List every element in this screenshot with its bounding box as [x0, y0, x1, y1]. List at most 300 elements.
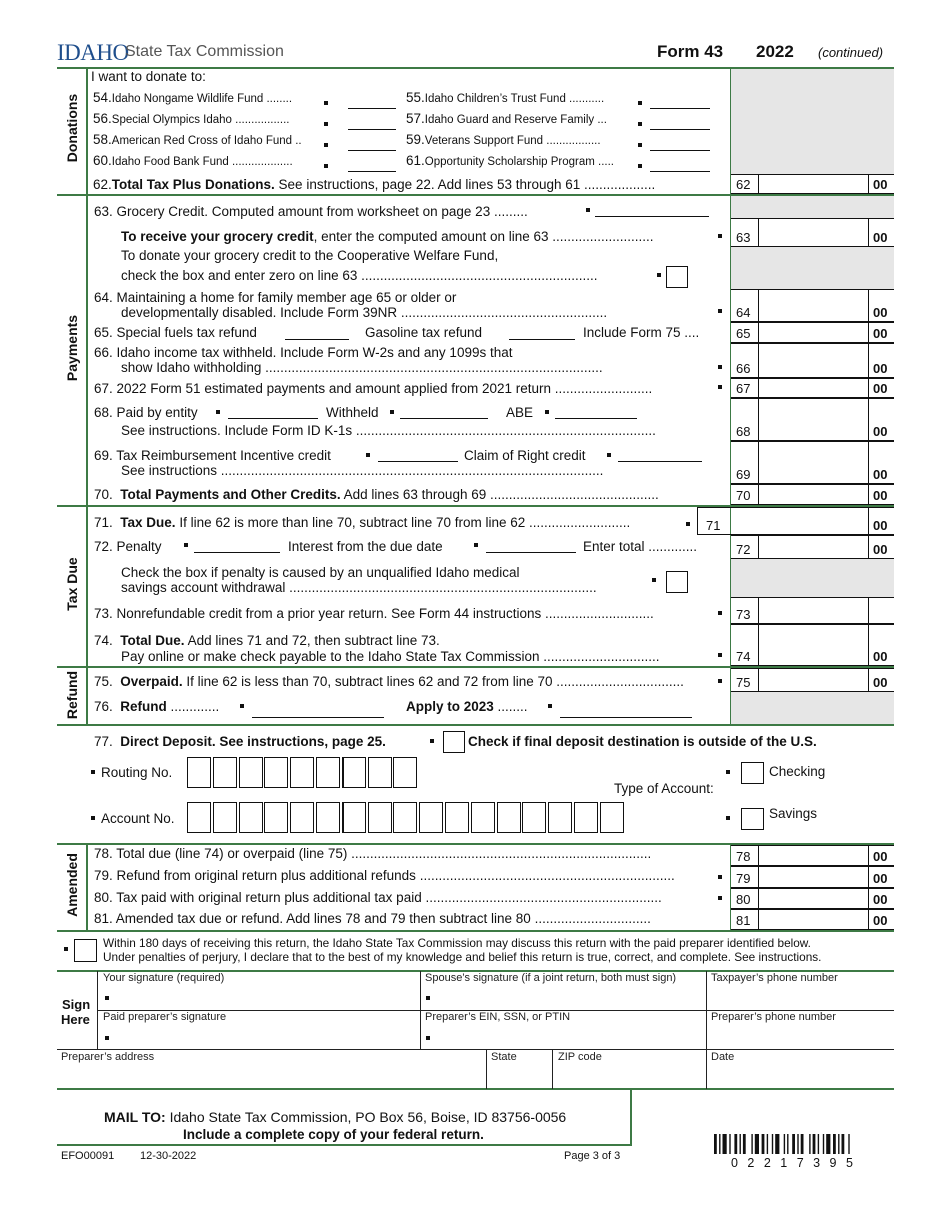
form-year: 2022 [756, 42, 794, 61]
line-number-66: 66 [736, 361, 751, 376]
line-69-label2: See instructions ...................................................................................................... [121, 463, 604, 478]
line-number-divider [758, 484, 759, 505]
barcode-bar [772, 1134, 773, 1154]
taxpayer-phone-label: Taxpayer’s phone number [711, 972, 838, 984]
line-72-check-text: Check the box if penalty is caused by an unqualified Idaho medical [121, 565, 520, 580]
entry-marker [718, 234, 722, 238]
digit-cell[interactable] [316, 757, 340, 788]
cents-divider [868, 441, 869, 484]
entry-marker [726, 770, 730, 774]
line-64-label2: developmentally disabled. Include Form 39NR ....................................................... [121, 305, 608, 320]
preparer-ein-label: Preparer’s EIN, SSN, or PTIN [425, 1011, 571, 1023]
line-number-80: 80 [736, 892, 751, 907]
line-72-label: 72. Penalty [94, 539, 162, 554]
digit-cell[interactable] [264, 802, 288, 833]
cents-66: 00 [873, 361, 888, 376]
barcode-bar [762, 1134, 765, 1154]
mail-box-border [630, 1090, 632, 1145]
claim-of-right-label: Claim of Right credit [464, 448, 586, 463]
donation-54: 54.Idaho Nongame Wildlife Fund ........ [93, 90, 293, 105]
barcode-bar [818, 1134, 819, 1154]
line-number-63: 63 [736, 230, 751, 245]
preparer-address-label: Preparer’s address [61, 1051, 155, 1063]
entry-marker [240, 704, 244, 708]
digit-cell[interactable] [316, 802, 340, 833]
amount-box-73[interactable] [731, 597, 894, 624]
sign-here-label2: Here [61, 1012, 90, 1027]
donation-54-field[interactable] [348, 108, 396, 109]
grid-line [552, 1050, 553, 1089]
line-number-74: 74 [736, 649, 751, 664]
digit-cell[interactable] [419, 802, 443, 833]
barcode-bar [719, 1134, 720, 1154]
line-number-68: 68 [736, 424, 751, 439]
entry-marker [657, 273, 661, 277]
barcode-bar [801, 1134, 804, 1154]
preparer-phone-label: Preparer’s phone number [711, 1011, 836, 1023]
cents-65: 00 [873, 326, 888, 341]
barcode-bar [813, 1134, 816, 1154]
line-64-label: 64. Maintaining a home for family member age 65 or older or [94, 290, 457, 305]
entry-marker [638, 164, 642, 168]
cents-divider [868, 398, 869, 441]
digit-cell[interactable] [548, 802, 572, 833]
cents-62: 00 [873, 177, 888, 192]
barcode [714, 1134, 892, 1156]
line-62-label: 62.Total Tax Plus Donations. See instructions, page 22. Add lines 53 through 61 ................... [93, 177, 656, 192]
entry-marker [324, 164, 328, 168]
barcode-bar [784, 1134, 785, 1154]
line-76-label: 76. Refund ............. [94, 699, 220, 714]
amount-box-74[interactable] [731, 624, 894, 666]
preparer-discuss-checkbox[interactable] [74, 939, 97, 962]
disclosure-text-1: Within 180 days of receiving this return, the Idaho State Tax Commission may discuss this return with the paid preparer identified below. [103, 936, 811, 950]
section-payments: Payments [64, 314, 80, 382]
barcode-bar [797, 1134, 798, 1154]
donation-61-field[interactable] [650, 171, 710, 172]
digit-cell[interactable] [368, 757, 392, 788]
shaded-area [731, 247, 894, 289]
idaho-logo: IDAHO [57, 40, 129, 65]
barcode-bar [751, 1134, 752, 1154]
cents-75: 00 [873, 675, 888, 690]
line-number-divider [758, 378, 759, 398]
entry-marker [474, 543, 478, 547]
grid-line [57, 1049, 894, 1050]
form-code: EFO00091 [61, 1150, 115, 1162]
preparer-signature-label: Paid preparer’s signature [103, 1011, 227, 1023]
digit-cell[interactable] [393, 802, 417, 833]
cents-64: 00 [873, 305, 888, 320]
barcode-bar [833, 1134, 836, 1154]
zip-label: ZIP code [558, 1051, 602, 1063]
digit-cell[interactable] [574, 802, 598, 833]
cents-divider [868, 866, 869, 888]
line-number-75: 75 [736, 675, 751, 690]
interest-field[interactable] [486, 552, 576, 553]
digit-cell[interactable] [342, 802, 366, 833]
line-71-label: 71. Tax Due. If line 62 is more than line 70, subtract line 70 from line 62 ........................... [94, 515, 631, 530]
line-number-71: 71 [706, 518, 721, 533]
barcode-bar [823, 1134, 824, 1154]
barcode-bar [723, 1134, 727, 1154]
cents-divider [868, 597, 869, 624]
entry-marker [105, 996, 109, 1000]
digit-cell[interactable] [471, 802, 495, 833]
entry-marker [638, 122, 642, 126]
entry-marker [390, 410, 394, 414]
digit-cell[interactable] [239, 802, 263, 833]
amount-box-72[interactable] [731, 535, 894, 559]
form-label: Form 43 [657, 42, 724, 61]
amount-box-78[interactable] [731, 845, 894, 866]
page-number: Page 3 of 3 [564, 1150, 621, 1162]
donation-57-field[interactable] [650, 129, 710, 130]
barcode-bar [787, 1134, 788, 1154]
amount-box-64[interactable] [731, 289, 894, 322]
cents-divider [868, 888, 869, 909]
barcode-bar [826, 1134, 830, 1154]
donation-58: 58.American Red Cross of Idaho Fund .. [93, 132, 302, 147]
line-number-divider [758, 845, 759, 866]
cents-divider [868, 845, 869, 866]
routing-label: Routing No. [101, 765, 173, 780]
cents-divider [868, 322, 869, 343]
entry-marker [718, 309, 722, 313]
line-number-divider [758, 866, 759, 888]
paid-by-entity-field[interactable] [228, 418, 318, 419]
refund-field[interactable] [252, 717, 384, 718]
line-number-62: 62 [736, 177, 751, 192]
amount-box-62[interactable] [731, 174, 894, 194]
mail-box-border [57, 1144, 632, 1146]
spouse-signature-label: Spouse’s signature (if a joint return, both must sign) [425, 972, 677, 984]
line-77-label: 77. Direct Deposit. See instructions, page 25. [94, 734, 386, 749]
barcode-bar [842, 1134, 845, 1154]
abe-label: ABE [506, 405, 534, 420]
entry-marker [324, 122, 328, 126]
donations-intro: I want to donate to: [91, 69, 206, 84]
cents-72: 00 [873, 542, 888, 557]
line-number-72: 72 [736, 542, 751, 557]
barcode-bar [729, 1134, 730, 1154]
section-bar [86, 843, 88, 931]
digit-cell[interactable] [600, 802, 624, 833]
digit-cell[interactable] [290, 757, 314, 788]
barcode-bar [740, 1134, 741, 1154]
section-tax-due: Tax Due [64, 557, 80, 611]
entry-marker [686, 522, 690, 526]
cents-divider [868, 909, 869, 930]
claim-of-right-field[interactable] [618, 461, 702, 462]
donation-56-field[interactable] [348, 129, 396, 130]
shaded-area [731, 196, 894, 218]
amount-box-69[interactable] [731, 441, 894, 484]
checking-label: Checking [769, 764, 826, 779]
line-number-70: 70 [736, 488, 751, 503]
cents-74: 00 [873, 649, 888, 664]
donation-59-field[interactable] [650, 150, 710, 151]
line-number-divider [758, 441, 759, 484]
line-80-label: 80. Tax paid with original return plus additional tax paid ............................................................... [94, 890, 662, 905]
amount-box-65[interactable] [731, 322, 894, 343]
form75-label: Include Form 75 .... [583, 325, 700, 340]
entry-marker [718, 385, 722, 389]
your-signature-label: Your signature (required) [103, 972, 225, 984]
line-63-label: 63. Grocery Credit. Computed amount from worksheet on page 23 ......... [94, 204, 528, 219]
entry-marker [718, 611, 722, 615]
shaded-area [731, 692, 894, 724]
donation-55-field[interactable] [650, 108, 710, 109]
cents-70: 00 [873, 488, 888, 503]
amount-box-63[interactable] [731, 218, 894, 247]
barcode-bar [792, 1134, 795, 1154]
cents-68: 00 [873, 424, 888, 439]
agency-name: State Tax Commission [125, 43, 284, 60]
entry-marker [548, 704, 552, 708]
donation-58-field[interactable] [348, 150, 396, 151]
gasoline-label: Gasoline tax refund [365, 325, 483, 340]
line-number-divider [758, 343, 759, 378]
amount-box-80[interactable] [731, 888, 894, 909]
entry-marker [718, 679, 722, 683]
line-65-label: 65. Special fuels tax refund [94, 325, 257, 340]
digit-cell[interactable] [342, 757, 366, 788]
continued-label: (continued) [818, 45, 884, 60]
entry-marker [64, 947, 68, 951]
cents-divider [868, 218, 869, 247]
cents-71: 00 [873, 518, 888, 533]
line-number-65: 65 [736, 326, 751, 341]
account-label: Account No. [101, 811, 175, 826]
cents-divider [868, 289, 869, 322]
state-label: State [491, 1051, 517, 1063]
msa-penalty-checkbox[interactable] [666, 571, 688, 593]
line-number-69: 69 [736, 467, 751, 482]
line-number-divider [758, 909, 759, 930]
enter-total-label: Enter total ............. [583, 539, 698, 554]
barcode-bar [743, 1134, 746, 1154]
amount-box-75[interactable] [731, 668, 894, 692]
digit-cell[interactable] [264, 757, 288, 788]
grocery-worksheet-field[interactable] [595, 216, 709, 217]
entry-marker [426, 1036, 430, 1040]
barcode-bar [775, 1134, 779, 1154]
donation-60-field[interactable] [348, 171, 396, 172]
apply-2023-field[interactable] [560, 717, 692, 718]
barcode-bar [809, 1134, 810, 1154]
line-63-donate-text: To donate your grocery credit to the Cooperative Welfare Fund, [121, 248, 499, 263]
disclosure-text-2: Under penalties of perjury, I declare that to the best of my knowledge and belief this return is true, correct, and complete. See instructions. [103, 950, 822, 964]
digit-cell[interactable] [290, 802, 314, 833]
shaded-area [731, 559, 894, 597]
digit-cell[interactable] [187, 802, 211, 833]
section-amended: Amended [64, 853, 80, 917]
outside-us-label: Check if final deposit destination is outside of the U.S. [468, 734, 817, 749]
cents-divider [868, 174, 869, 194]
amount-box-68[interactable] [731, 398, 894, 441]
line-81-label: 81. Amended tax due or refund. Add lines 78 and 79 then subtract line 80 ............................... [94, 911, 651, 926]
donation-59: 59.Veterans Support Fund ................. [406, 132, 601, 147]
line-74-label2: Pay online or make check payable to the Idaho State Tax Commission ............................... [121, 649, 660, 664]
cents-divider [868, 343, 869, 378]
cents-78: 00 [873, 849, 888, 864]
line-74-label: 74. Total Due. Add lines 71 and 72, then subtract line 73. [94, 633, 440, 648]
line-67-label: 67. 2022 Form 51 estimated payments and amount applied from 2021 return .......................... [94, 381, 653, 396]
entry-marker [718, 875, 722, 879]
entry-marker [184, 543, 188, 547]
cents-divider [868, 484, 869, 505]
cents-divider [868, 668, 869, 692]
section-bar [86, 68, 88, 725]
gasoline-field[interactable] [509, 339, 575, 340]
barcode-bar [838, 1134, 839, 1154]
barcode-bar [714, 1134, 717, 1154]
type-of-account-label: Type of Account: [614, 781, 714, 796]
line-69-label: 69. Tax Reimbursement Incentive credit [94, 448, 331, 463]
sign-here-label: Sign [62, 997, 91, 1012]
include-federal-text: Include a complete copy of your federal return. [183, 1127, 484, 1142]
line-number-81: 81 [736, 913, 751, 928]
line-78-label: 78. Total due (line 74) or overpaid (line 75) ................................................................................ [94, 846, 652, 861]
entry-marker [638, 143, 642, 147]
line-75-label: 75. Overpaid. If line 62 is less than 70, subtract lines 62 and 72 from line 70 .................................. [94, 674, 684, 689]
donation-56: 56.Special Olympics Idaho ................. [93, 111, 290, 126]
line-number-divider [758, 218, 759, 247]
line-number-78: 78 [736, 849, 751, 864]
line-number-67: 67 [736, 381, 751, 396]
entry-marker [366, 453, 370, 457]
line-66-label: 66. Idaho income tax withheld. Include Form W-2s and any 1099s that [94, 345, 513, 360]
entry-marker [718, 365, 722, 369]
cents-67: 00 [873, 381, 888, 396]
digit-cell[interactable] [213, 757, 237, 788]
grocery-donate-checkbox[interactable] [666, 266, 688, 288]
cents-80: 00 [873, 892, 888, 907]
amount-box-67[interactable] [731, 378, 894, 398]
savings-label: Savings [769, 806, 818, 821]
entry-marker [586, 208, 590, 212]
rule [57, 724, 894, 726]
digit-cell[interactable] [522, 802, 546, 833]
line-68-label: 68. Paid by entity [94, 405, 198, 420]
interest-label: Interest from the due date [288, 539, 443, 554]
withheld-label: Withheld [326, 405, 379, 420]
digit-cell[interactable] [393, 757, 417, 788]
line-79-label: 79. Refund from original return plus additional refunds .................................................................... [94, 868, 675, 883]
cents-69: 00 [873, 467, 888, 482]
amount-box-71[interactable] [731, 507, 894, 535]
rule [57, 930, 894, 932]
digit-cell[interactable] [497, 802, 521, 833]
special-fuels-field[interactable] [285, 339, 349, 340]
entry-marker [426, 996, 430, 1000]
line-number-79: 79 [736, 871, 751, 886]
grid-line [486, 1050, 487, 1089]
line-68-label2: See instructions. Include Form ID K-1s ................................................................................ [121, 423, 656, 438]
abe-field[interactable] [555, 418, 637, 419]
entry-marker [652, 578, 656, 582]
grid-line [706, 971, 707, 1089]
entry-marker [430, 739, 434, 743]
barcode-bar [734, 1134, 737, 1154]
withheld-field[interactable] [400, 418, 488, 419]
amount-box-81[interactable] [731, 909, 894, 930]
date-label: Date [711, 1051, 735, 1063]
entry-marker [718, 653, 722, 657]
line-63-donate-text2: check the box and enter zero on line 63 ............................................................... [121, 268, 598, 283]
entry-marker [718, 896, 722, 900]
outside-us-checkbox[interactable] [443, 731, 465, 753]
line-number-divider [758, 624, 759, 666]
line-70-label: 70. Total Payments and Other Credits. Add lines 63 through 69 ............................................. [94, 487, 659, 502]
line-63-instruction: To receive your grocery credit, enter the computed amount on line 63 ........................... [121, 229, 654, 244]
cents-divider [868, 624, 869, 666]
section-refund: Refund [64, 670, 80, 720]
mail-to-text: MAIL TO: Idaho State Tax Commission, PO Box 56, Boise, ID 83756-0056 [104, 1109, 567, 1125]
cents-divider [868, 378, 869, 398]
revision-date: 12-30-2022 [140, 1150, 197, 1162]
barcode-bar [755, 1134, 759, 1154]
entry-marker [324, 143, 328, 147]
line-number-divider [758, 668, 759, 692]
line-71-number-box [697, 507, 731, 535]
amount-box-66[interactable] [731, 343, 894, 378]
line-number-73: 73 [736, 607, 751, 622]
line-number-divider [758, 597, 759, 624]
line-number-divider [758, 322, 759, 343]
line-number-divider [758, 398, 759, 441]
digit-cell[interactable] [445, 802, 469, 833]
cents-divider [868, 507, 869, 535]
line-number-divider [758, 535, 759, 559]
digit-cell[interactable] [368, 802, 392, 833]
line-number-divider [758, 888, 759, 909]
shaded-area [731, 69, 894, 174]
line-number-64: 64 [736, 305, 751, 320]
entry-marker [607, 453, 611, 457]
barcode-bar [848, 1134, 849, 1154]
tax-reimbursement-field[interactable] [378, 461, 458, 462]
cents-79: 00 [873, 871, 888, 886]
amount-box-70[interactable] [731, 484, 894, 505]
line-72-check-text2: savings account withdrawal .................................................................................. [121, 580, 597, 595]
donation-57: 57.Idaho Guard and Reserve Family ... [406, 111, 607, 126]
line-number-divider [758, 174, 759, 194]
cents-divider [868, 535, 869, 559]
digit-cell[interactable] [239, 757, 263, 788]
entry-marker [216, 410, 220, 414]
rule [57, 1088, 894, 1090]
entry-marker [91, 770, 95, 774]
entry-marker [545, 410, 549, 414]
checking-checkbox[interactable] [741, 762, 764, 784]
savings-checkbox[interactable] [741, 808, 764, 830]
entry-marker [105, 1036, 109, 1040]
barcode-bar [767, 1134, 768, 1154]
apply-label: Apply to 2023 ........ [406, 699, 528, 714]
digit-cell[interactable] [187, 757, 211, 788]
line-73-label: 73. Nonrefundable credit from a prior year return. See Form 44 instructions ............................. [94, 606, 654, 621]
barcode-number: 0 2 2 1 7 3 9 5 [731, 1156, 856, 1170]
amount-box-79[interactable] [731, 866, 894, 888]
digit-cell[interactable] [213, 802, 237, 833]
entry-marker [324, 101, 328, 105]
cents-81: 00 [873, 913, 888, 928]
donation-55: 55.Idaho Children’s Trust Fund ........... [406, 90, 605, 105]
penalty-field[interactable] [194, 552, 280, 553]
donation-61: 61.Opportunity Scholarship Program ..... [406, 153, 614, 168]
